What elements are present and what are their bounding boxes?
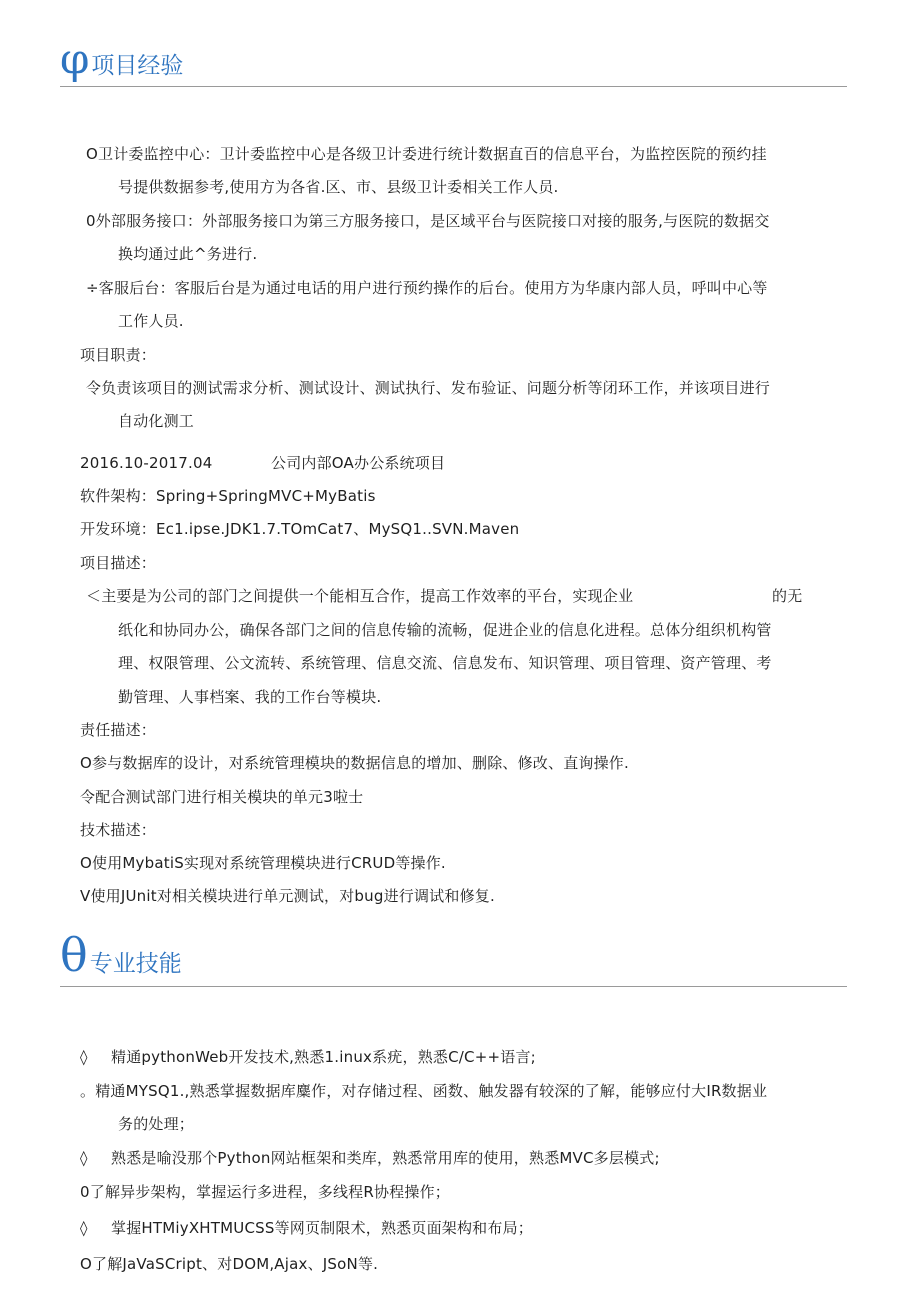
section-title: 专业技能 bbox=[89, 951, 182, 977]
skill-text: 掌握HTMiyXHTMUCSS等网页制限术，熟悉页面架构和布局； bbox=[111, 1219, 533, 1237]
list-item bbox=[80, 1148, 660, 1168]
field-line: 开发环境：Ec1.ipse.JDK1.7.TOmCat7、MySQ1..SVN.Maven bbox=[80, 520, 520, 538]
list-item: 0了解异步架构，掌握运行多进程，多线程R协程操作； bbox=[80, 1183, 450, 1201]
list-item-continuation: 工作人员. bbox=[118, 312, 184, 330]
list-item: O卫计委监控中心：卫计委监控中心是各级卫计委进行统计数据直百的信息平台，为监控医院的预约挂 bbox=[86, 145, 767, 163]
field-label: 项目职责： bbox=[80, 346, 157, 364]
list-item-tail: 的无 bbox=[772, 587, 803, 605]
list-item-continuation: 理、权限管理、公文流转、系统管理、信息交流、信息发布、知识管理、项目管理、资产管理、考 bbox=[118, 654, 772, 672]
project-name: 公司内部OA办公系统项目 bbox=[271, 454, 446, 472]
field-line: 软件架构：Spring+SpringMVC+MyBatis bbox=[80, 487, 376, 505]
field-label: 技术描述： bbox=[80, 821, 157, 839]
phi-icon: φ bbox=[60, 34, 90, 83]
list-item bbox=[80, 1218, 533, 1238]
list-item: 令配合测试部门进行相关模块的单元3啦士 bbox=[80, 788, 364, 806]
skill-text: 熟悉是喻没那个Python网站框架和类库，熟悉常用库的使用，熟悉MVC多层模式; bbox=[111, 1149, 660, 1167]
field-label: 责任描述： bbox=[80, 721, 157, 739]
diamond-bullet-icon: ◊ bbox=[80, 1219, 88, 1237]
section-divider bbox=[60, 86, 847, 87]
list-item bbox=[80, 1047, 536, 1067]
skills-heading bbox=[60, 928, 182, 982]
list-item: O使用MybatiS实现对系统管理模块进行CRUD等操作. bbox=[80, 854, 446, 872]
list-item: O了解JaVaSCript、对DOM,Ajax、JSoN等. bbox=[80, 1255, 379, 1273]
diamond-bullet-icon: ◊ bbox=[80, 1048, 88, 1066]
list-item-continuation: 换均通过此^务进行. bbox=[118, 245, 258, 263]
list-item: V使用JUnit对相关模块进行单元测试，对bug进行调试和修复. bbox=[80, 887, 495, 905]
skill-text: 精通pythonWeb开发技术,熟悉1.inux系疣，熟悉C/C++语言; bbox=[111, 1048, 536, 1066]
diamond-bullet-icon: ◊ bbox=[80, 1149, 88, 1167]
list-item: 令负责该项目的测试需求分析、测试设计、测试执行、发布验证、问题分析等闭环工作，并该项目进行 bbox=[86, 379, 771, 397]
list-item: 0外部服务接口：外部服务接口为第三方服务接口，是区域平台与医院接口对接的服务,与医院的数据交 bbox=[86, 212, 770, 230]
list-item: O参与数据库的设计，对系统管理模块的数据信息的增加、删除、修改、直询操作. bbox=[80, 754, 629, 772]
section-title: 项目经验 bbox=[91, 53, 184, 79]
field-label: 项目描述： bbox=[80, 554, 157, 572]
list-item-continuation: 勤管理、人事档案、我的工作台等模块. bbox=[118, 688, 382, 706]
list-item-continuation: 自动化测工 bbox=[118, 412, 195, 430]
list-item-continuation: 号提供数据参考,使用方为各省.区、市、县级卫计委相关工作人员. bbox=[118, 178, 559, 196]
project-date: 2016.10-2017.04 bbox=[80, 454, 213, 472]
list-item-continuation: 纸化和协同办公，确保各部门之间的信息传输的流畅，促进企业的信息化进程。总体分组织机构管 bbox=[118, 621, 772, 639]
project-experience-heading bbox=[60, 34, 184, 83]
list-item: ＜主要是为公司的部门之间提供一个能相互合作，提高工作效率的平台，实现企业 bbox=[86, 587, 634, 605]
list-item: 。精通MYSQ1.,熟悉掌握数据库麋作，对存储过程、函数、触发器有较深的了解，能够应付大IR数据业 bbox=[80, 1082, 768, 1100]
theta-icon: θ bbox=[60, 928, 88, 982]
list-item-continuation: 务的处理； bbox=[118, 1115, 195, 1133]
list-item: ÷客服后台：客服后台是为通过电话的用户进行预约操作的后台。使用方为华康内部人员，呼叫中心等 bbox=[86, 279, 768, 297]
section-divider bbox=[60, 986, 847, 987]
